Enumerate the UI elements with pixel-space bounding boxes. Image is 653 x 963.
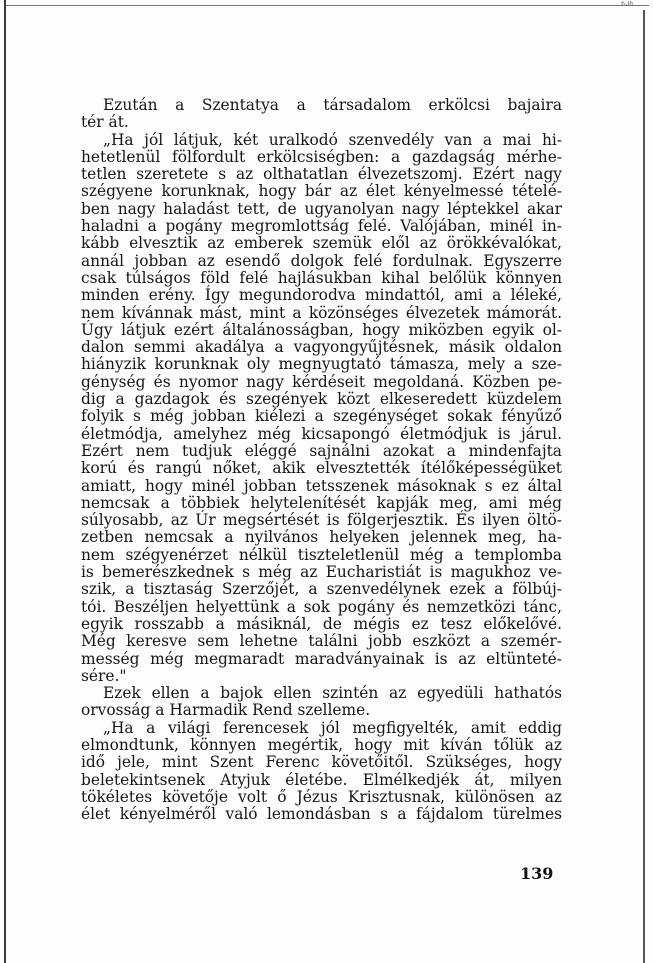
text-line: Úgy látjuk ezért általánosságban, hogy miközben egyik ol- — [81, 320, 562, 339]
text-line: kább elvesztik az emberek szemük elől az örökkévalókat, — [81, 234, 562, 253]
text-line: életmódja, amelyhez még kicsapongó életmódjuk is járul. — [81, 424, 562, 443]
text-line: „Ha a világi ferencesek jól megfigyelték, amit eddig — [103, 718, 562, 737]
text-line: tói. Beszéljen helyettünk a sok pogány és nemzetközi tánc, — [81, 597, 562, 616]
text-line: hiányzik korunknak oly megnyugtató támasza, mely a sze- — [81, 355, 562, 374]
text-line: sére." — [81, 666, 127, 685]
text-line: csak túlságos föld felé hajlásukban kihal belőlük könnyen — [81, 268, 562, 287]
text-line: génység és nyomor nagy kérdéseit megoldaná. Közben pe- — [81, 372, 562, 391]
text-line: is bemerészkednek s még az Eucharistiát is magukhoz ve- — [81, 563, 562, 582]
text-line: zetben nemcsak a nyilvános helyeken jelennek meg, ha- — [81, 528, 562, 547]
text-line: tér át. — [81, 113, 129, 132]
text-line: szégyene korunknak, hogy bár az élet kényelmessé tételé- — [81, 182, 562, 201]
text-line: nem szégyenérzet nélkül tiszteletlenül még a templomba — [81, 545, 562, 564]
text-line: egyik rosszabb a másiknál, de mégis ez tesz előkelővé. — [81, 614, 562, 633]
text-line: tökéletes követője volt ő Jézus Krisztusnak, különösen az — [81, 787, 562, 806]
text-line: idő jele, mint Szent Ferenc követőitől. Szükséges, hogy — [81, 753, 562, 772]
page-left-edge — [4, 0, 6, 963]
text-line: korú és rangú nőket, akik elvesztették ítélőképességüket — [81, 459, 562, 478]
text-line: minden erény. Így megundorodva mindattól, ami a léleké, — [81, 286, 562, 305]
page-number: 139 — [520, 864, 554, 883]
page-right-edge — [643, 10, 645, 963]
page-top-edge — [4, 5, 649, 6]
text-line: dalon semmi akadálya a vagyongyűjtésnek, másik oldalon — [81, 338, 562, 357]
text-line: Ezért nem tudjuk eléggé sajnálni azokat a mindenfajta — [81, 441, 562, 460]
text-line: haladni a pogány megromlottság felé. Valójában, minél in- — [81, 217, 562, 236]
text-line: „Ha jól látjuk, két uralkodó szenvedély van a mai hi- — [103, 130, 562, 149]
text-line: ben nagy haladást tett, de ugyanolyan nagy léptekkel akar — [81, 199, 562, 218]
text-line: beletekintsenek Atyjuk életébe. Elmélkedjék át, milyen — [81, 770, 562, 789]
text-line: Ezután a Szentatya a társadalom erkölcsi bajaira — [103, 96, 562, 114]
text-line: élet kényelméről való lemondásban s a fájdalom türelmes — [81, 805, 562, 824]
text-line: nem kívánnak mást, mint a közönséges élvezetek mámorát. — [81, 303, 562, 322]
text-line: elmondtunk, könnyen megértik, hogy mit kíván tőlük az — [81, 735, 562, 754]
text-line: nemcsak a többiek helytelenítését kapják meg, ami még — [81, 493, 562, 512]
text-line: annál jobban az esendő dolgok felé fordulnak. Egyszerre — [81, 251, 562, 270]
text-line: messég még megmaradt maradványainak is az eltüntеté- — [81, 649, 562, 668]
text-line: dig a gazdagok és szegények közt elkeseredett küzdelem — [81, 390, 562, 409]
text-line: orvosság a Harmadik Rend szelleme. — [81, 701, 371, 720]
corner-scan-mark: ʰ·ⁱʰ — [621, 1, 633, 11]
text-line: Ezek ellen a bajok ellen szintén az egyedüli hathatós — [103, 684, 562, 703]
text-line: súlyosabb, az Úr megsértését is fölgerjesztik. És ilyen öltö- — [81, 511, 562, 530]
body-text — [81, 97, 562, 823]
text-line: amiatt, hogy minél jobban tetsszenek másoknak s ez által — [81, 476, 562, 495]
text-line: Még keresve sem lehetne találni jobb eszközt a szemér- — [81, 632, 562, 651]
text-line: szik, a tisztaság Szerzőjét, a szenvedélynek ezek a fölbúj- — [81, 580, 562, 599]
text-line: hetetlenül fölfordult erkölcsiségben: a gazdagság mérhe- — [81, 147, 562, 166]
text-line: folyik s még jobban kiélezi a szegénységet sokak fényűző — [81, 407, 562, 426]
text-line: tetlen szeretete s az olthatatlan élvezetszomj. Ezért nagy — [81, 165, 562, 184]
